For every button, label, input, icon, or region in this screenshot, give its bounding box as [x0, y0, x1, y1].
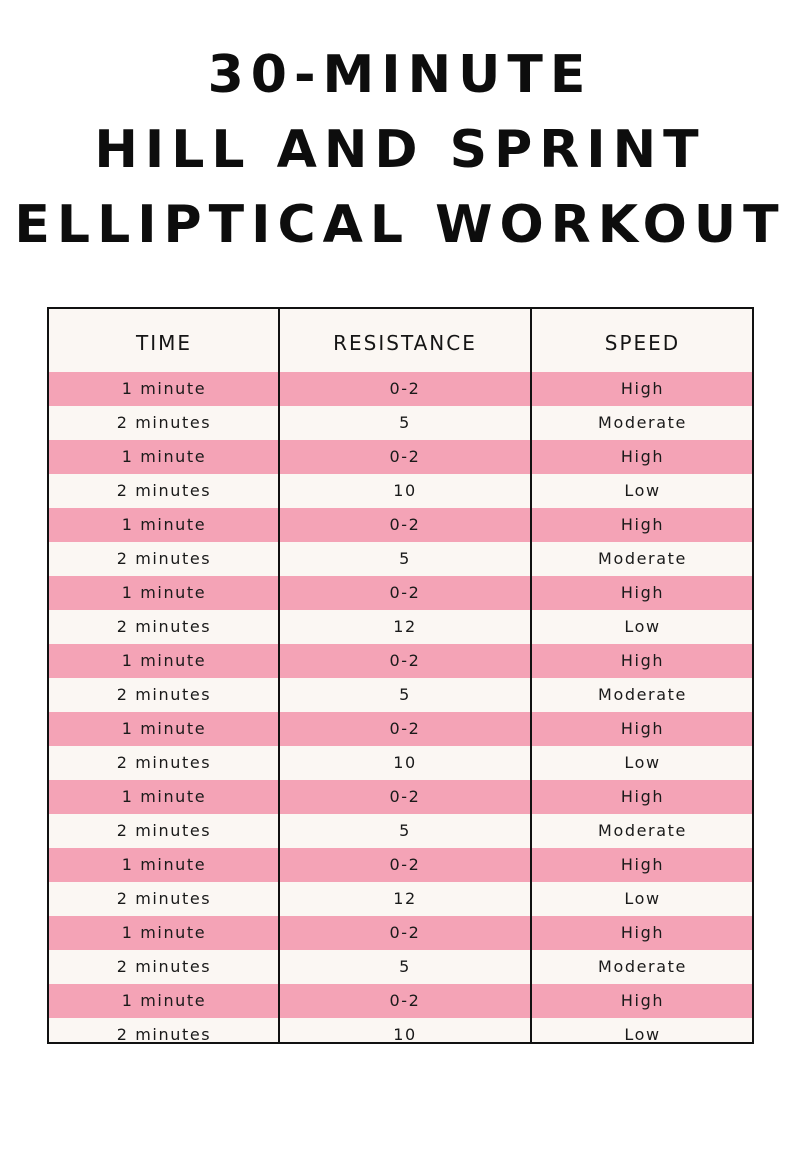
resistance-cell: 5 [399, 957, 411, 976]
column-divider [278, 309, 280, 1042]
speed-cell: High [620, 379, 665, 398]
time-cell: 1 minute [121, 991, 207, 1010]
resistance-cell: 0-2 [389, 447, 421, 466]
resistance-cell: 12 [393, 889, 417, 908]
table-row [49, 542, 752, 576]
table-row [49, 576, 752, 610]
title-line-2: HILL AND SPRINT [94, 120, 706, 180]
speed-cell: High [620, 515, 665, 534]
time-cell: 1 minute [121, 515, 207, 534]
speed-cell: Low [624, 1025, 661, 1044]
resistance-cell: 5 [399, 413, 411, 432]
header-resistance: RESISTANCE [333, 331, 477, 355]
resistance-cell: 0-2 [389, 583, 421, 602]
speed-cell: Moderate [598, 821, 687, 840]
time-cell: 2 minutes [116, 549, 212, 568]
title-line-3: ELLIPTICAL WORKOUT [14, 195, 786, 255]
time-cell: 1 minute [121, 379, 207, 398]
speed-cell: High [620, 719, 665, 738]
table-row [49, 440, 752, 474]
table-row [49, 916, 752, 950]
time-cell: 1 minute [121, 855, 207, 874]
table-row [49, 780, 752, 814]
time-cell: 2 minutes [116, 821, 212, 840]
speed-cell: Moderate [598, 685, 687, 704]
resistance-cell: 5 [399, 549, 411, 568]
speed-cell: High [620, 447, 665, 466]
table-row [49, 406, 752, 440]
time-cell: 2 minutes [116, 1025, 212, 1044]
resistance-cell: 0-2 [389, 991, 421, 1010]
speed-cell: High [620, 651, 665, 670]
speed-cell: High [620, 991, 665, 1010]
title-line-1: 30-MINUTE [207, 45, 593, 105]
resistance-cell: 5 [399, 821, 411, 840]
resistance-cell: 0-2 [389, 651, 421, 670]
time-cell: 2 minutes [116, 957, 212, 976]
resistance-cell: 10 [393, 481, 417, 500]
table-row [49, 814, 752, 848]
speed-cell: Moderate [598, 413, 687, 432]
resistance-cell: 0-2 [389, 923, 421, 942]
page-title [0, 38, 800, 263]
column-divider [530, 309, 532, 1042]
header-time: TIME [135, 331, 192, 355]
time-cell: 2 minutes [116, 685, 212, 704]
time-cell: 1 minute [121, 719, 207, 738]
table-row [49, 1018, 752, 1052]
table-row [49, 950, 752, 984]
resistance-cell: 10 [393, 1025, 417, 1044]
speed-cell: Moderate [598, 549, 687, 568]
resistance-cell: 0-2 [389, 855, 421, 874]
table-row [49, 746, 752, 780]
speed-cell: Low [624, 889, 661, 908]
time-cell: 2 minutes [116, 753, 212, 772]
table-row [49, 372, 752, 406]
time-cell: 2 minutes [116, 617, 212, 636]
speed-cell: Low [624, 481, 661, 500]
table-header [49, 309, 752, 372]
speed-cell: Moderate [598, 957, 687, 976]
time-cell: 2 minutes [116, 889, 212, 908]
table-row [49, 610, 752, 644]
table-row [49, 848, 752, 882]
time-cell: 1 minute [121, 583, 207, 602]
table-row [49, 644, 752, 678]
resistance-cell: 5 [399, 685, 411, 704]
speed-cell: High [620, 787, 665, 806]
table-row [49, 712, 752, 746]
time-cell: 1 minute [121, 787, 207, 806]
time-cell: 1 minute [121, 923, 207, 942]
header-speed: SPEED [604, 331, 681, 355]
time-cell: 2 minutes [116, 481, 212, 500]
time-cell: 1 minute [121, 447, 207, 466]
resistance-cell: 12 [393, 617, 417, 636]
speed-cell: High [620, 855, 665, 874]
table-row [49, 508, 752, 542]
time-cell: 2 minutes [116, 413, 212, 432]
table-row [49, 882, 752, 916]
speed-cell: Low [624, 753, 661, 772]
speed-cell: High [620, 583, 665, 602]
table-row [49, 984, 752, 1018]
workout-table [47, 307, 754, 1044]
table-row [49, 678, 752, 712]
resistance-cell: 10 [393, 753, 417, 772]
speed-cell: High [620, 923, 665, 942]
table-row [49, 474, 752, 508]
resistance-cell: 0-2 [389, 379, 421, 398]
time-cell: 1 minute [121, 651, 207, 670]
resistance-cell: 0-2 [389, 719, 421, 738]
resistance-cell: 0-2 [389, 515, 421, 534]
resistance-cell: 0-2 [389, 787, 421, 806]
speed-cell: Low [624, 617, 661, 636]
